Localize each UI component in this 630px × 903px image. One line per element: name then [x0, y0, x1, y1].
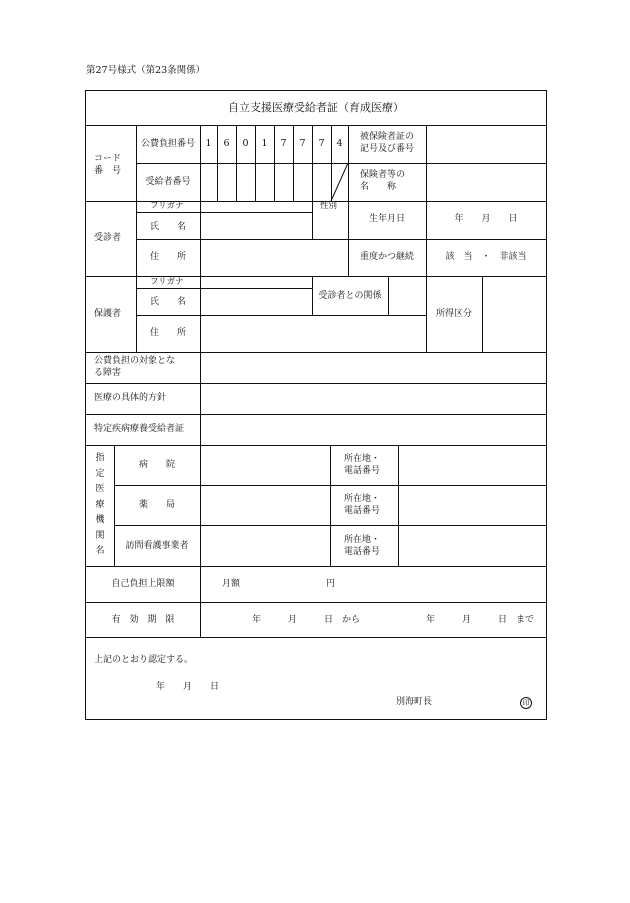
home-nursing-label: 訪問看護事業者 — [125, 541, 189, 551]
payer-digit: 7 — [318, 138, 325, 149]
birthdate-value: 年 月 日 — [454, 214, 518, 224]
divider — [86, 602, 546, 603]
payer-digit: 7 — [280, 138, 287, 149]
divider — [86, 125, 546, 126]
divider — [217, 125, 218, 201]
pharmacy-label: 薬 局 — [138, 500, 175, 510]
divider — [200, 566, 201, 637]
treatment-policy-label: 医療の具体的方針 — [94, 393, 167, 403]
monthly-label: 月額 — [222, 579, 241, 589]
nursing-address-label: 所在地・ 電話番号 — [344, 535, 381, 558]
hospital-label: 病 院 — [138, 460, 175, 470]
divider — [86, 383, 546, 384]
divider — [236, 125, 237, 201]
birthdate-label: 生年月日 — [368, 214, 405, 224]
divider — [200, 445, 201, 566]
divider — [136, 276, 137, 352]
payer-digit: 0 — [242, 138, 249, 149]
payer-digit: 4 — [336, 138, 343, 149]
divider — [86, 414, 546, 415]
validity-label: 有 効 期 限 — [111, 615, 175, 625]
guardian-label: 保護者 — [94, 309, 122, 319]
code-label: コード 番 号 — [94, 154, 122, 177]
pharmacy-address-label: 所在地・ 電話番号 — [344, 494, 381, 517]
recipient-number-label: 受給者番号 — [145, 177, 191, 187]
divider — [86, 445, 546, 446]
copay-limit-label: 自己負担上限額 — [111, 579, 175, 589]
certificate-form — [85, 90, 547, 720]
validity-from: 年 月 日 から — [252, 615, 361, 625]
divider — [255, 125, 256, 201]
divider — [426, 125, 427, 201]
divider — [388, 276, 389, 315]
seal-mark: 印 — [520, 697, 532, 709]
patient-name-label: 氏 名 — [149, 222, 186, 232]
guardian-name-label: 氏 名 — [149, 297, 186, 307]
income-class-label: 所得区分 — [435, 309, 472, 319]
divider — [274, 125, 275, 201]
yen-label: 円 — [326, 579, 336, 589]
severe-continuous-value: 該 当 ・ 非該当 — [445, 252, 527, 262]
payer-digit: 7 — [299, 138, 306, 149]
public-payer-label: 公費負担番号 — [140, 139, 195, 149]
gender-label: 性別 — [320, 201, 338, 211]
patient-furigana-label: フリガナ — [150, 201, 184, 211]
payer-digit: 1 — [205, 138, 212, 149]
payer-digit: 1 — [261, 138, 268, 149]
guardian-address-label: 住 所 — [149, 328, 186, 338]
guardian-furigana-label: フリガナ — [150, 277, 184, 287]
specified-disease-card-label: 特定疾病療養受給者証 — [94, 424, 185, 434]
divider — [293, 125, 294, 201]
designated-institution-label: 指 定 医 療 機 関 名 — [95, 453, 105, 556]
insured-card-label: 被保険者証の 記号及び番号 — [360, 132, 415, 155]
divider — [136, 239, 348, 240]
divider — [136, 201, 137, 276]
divider — [200, 201, 201, 276]
patient-address-label: 住 所 — [149, 252, 186, 262]
validity-to: 年 月 日 まで — [426, 615, 535, 625]
divider — [86, 352, 546, 353]
hospital-address-label: 所在地・ 電話番号 — [344, 454, 381, 477]
divider — [398, 445, 399, 566]
certify-text: 上記のとおり認定する。 — [94, 655, 194, 665]
relation-label: 受診者との関係 — [318, 291, 382, 301]
divider — [330, 445, 331, 566]
issue-date: 年 月 日 — [156, 682, 220, 692]
divider — [200, 125, 201, 201]
divider — [86, 637, 546, 638]
diagonal-slash — [331, 163, 348, 201]
disability-label: 公費負担の対象とな る障害 — [94, 356, 176, 379]
divider — [200, 276, 201, 352]
divider — [482, 276, 483, 352]
divider — [200, 352, 201, 445]
divider — [348, 239, 546, 240]
divider — [136, 315, 426, 316]
divider — [312, 125, 313, 201]
insurer-name-label: 保険者等の 名 称 — [360, 170, 406, 193]
divider — [136, 125, 137, 201]
severe-continuous-label: 重度かつ継続 — [359, 252, 414, 262]
mayor-title: 別海町長 — [396, 697, 433, 707]
divider — [312, 201, 313, 239]
divider — [348, 125, 349, 201]
header-note: 第27号様式（第23条関係） — [86, 65, 206, 76]
patient-label: 受診者 — [94, 233, 122, 243]
form-title: 自立支援医療受給者証（育成医療） — [228, 101, 404, 114]
divider — [86, 566, 546, 567]
payer-digit: 6 — [223, 138, 230, 149]
